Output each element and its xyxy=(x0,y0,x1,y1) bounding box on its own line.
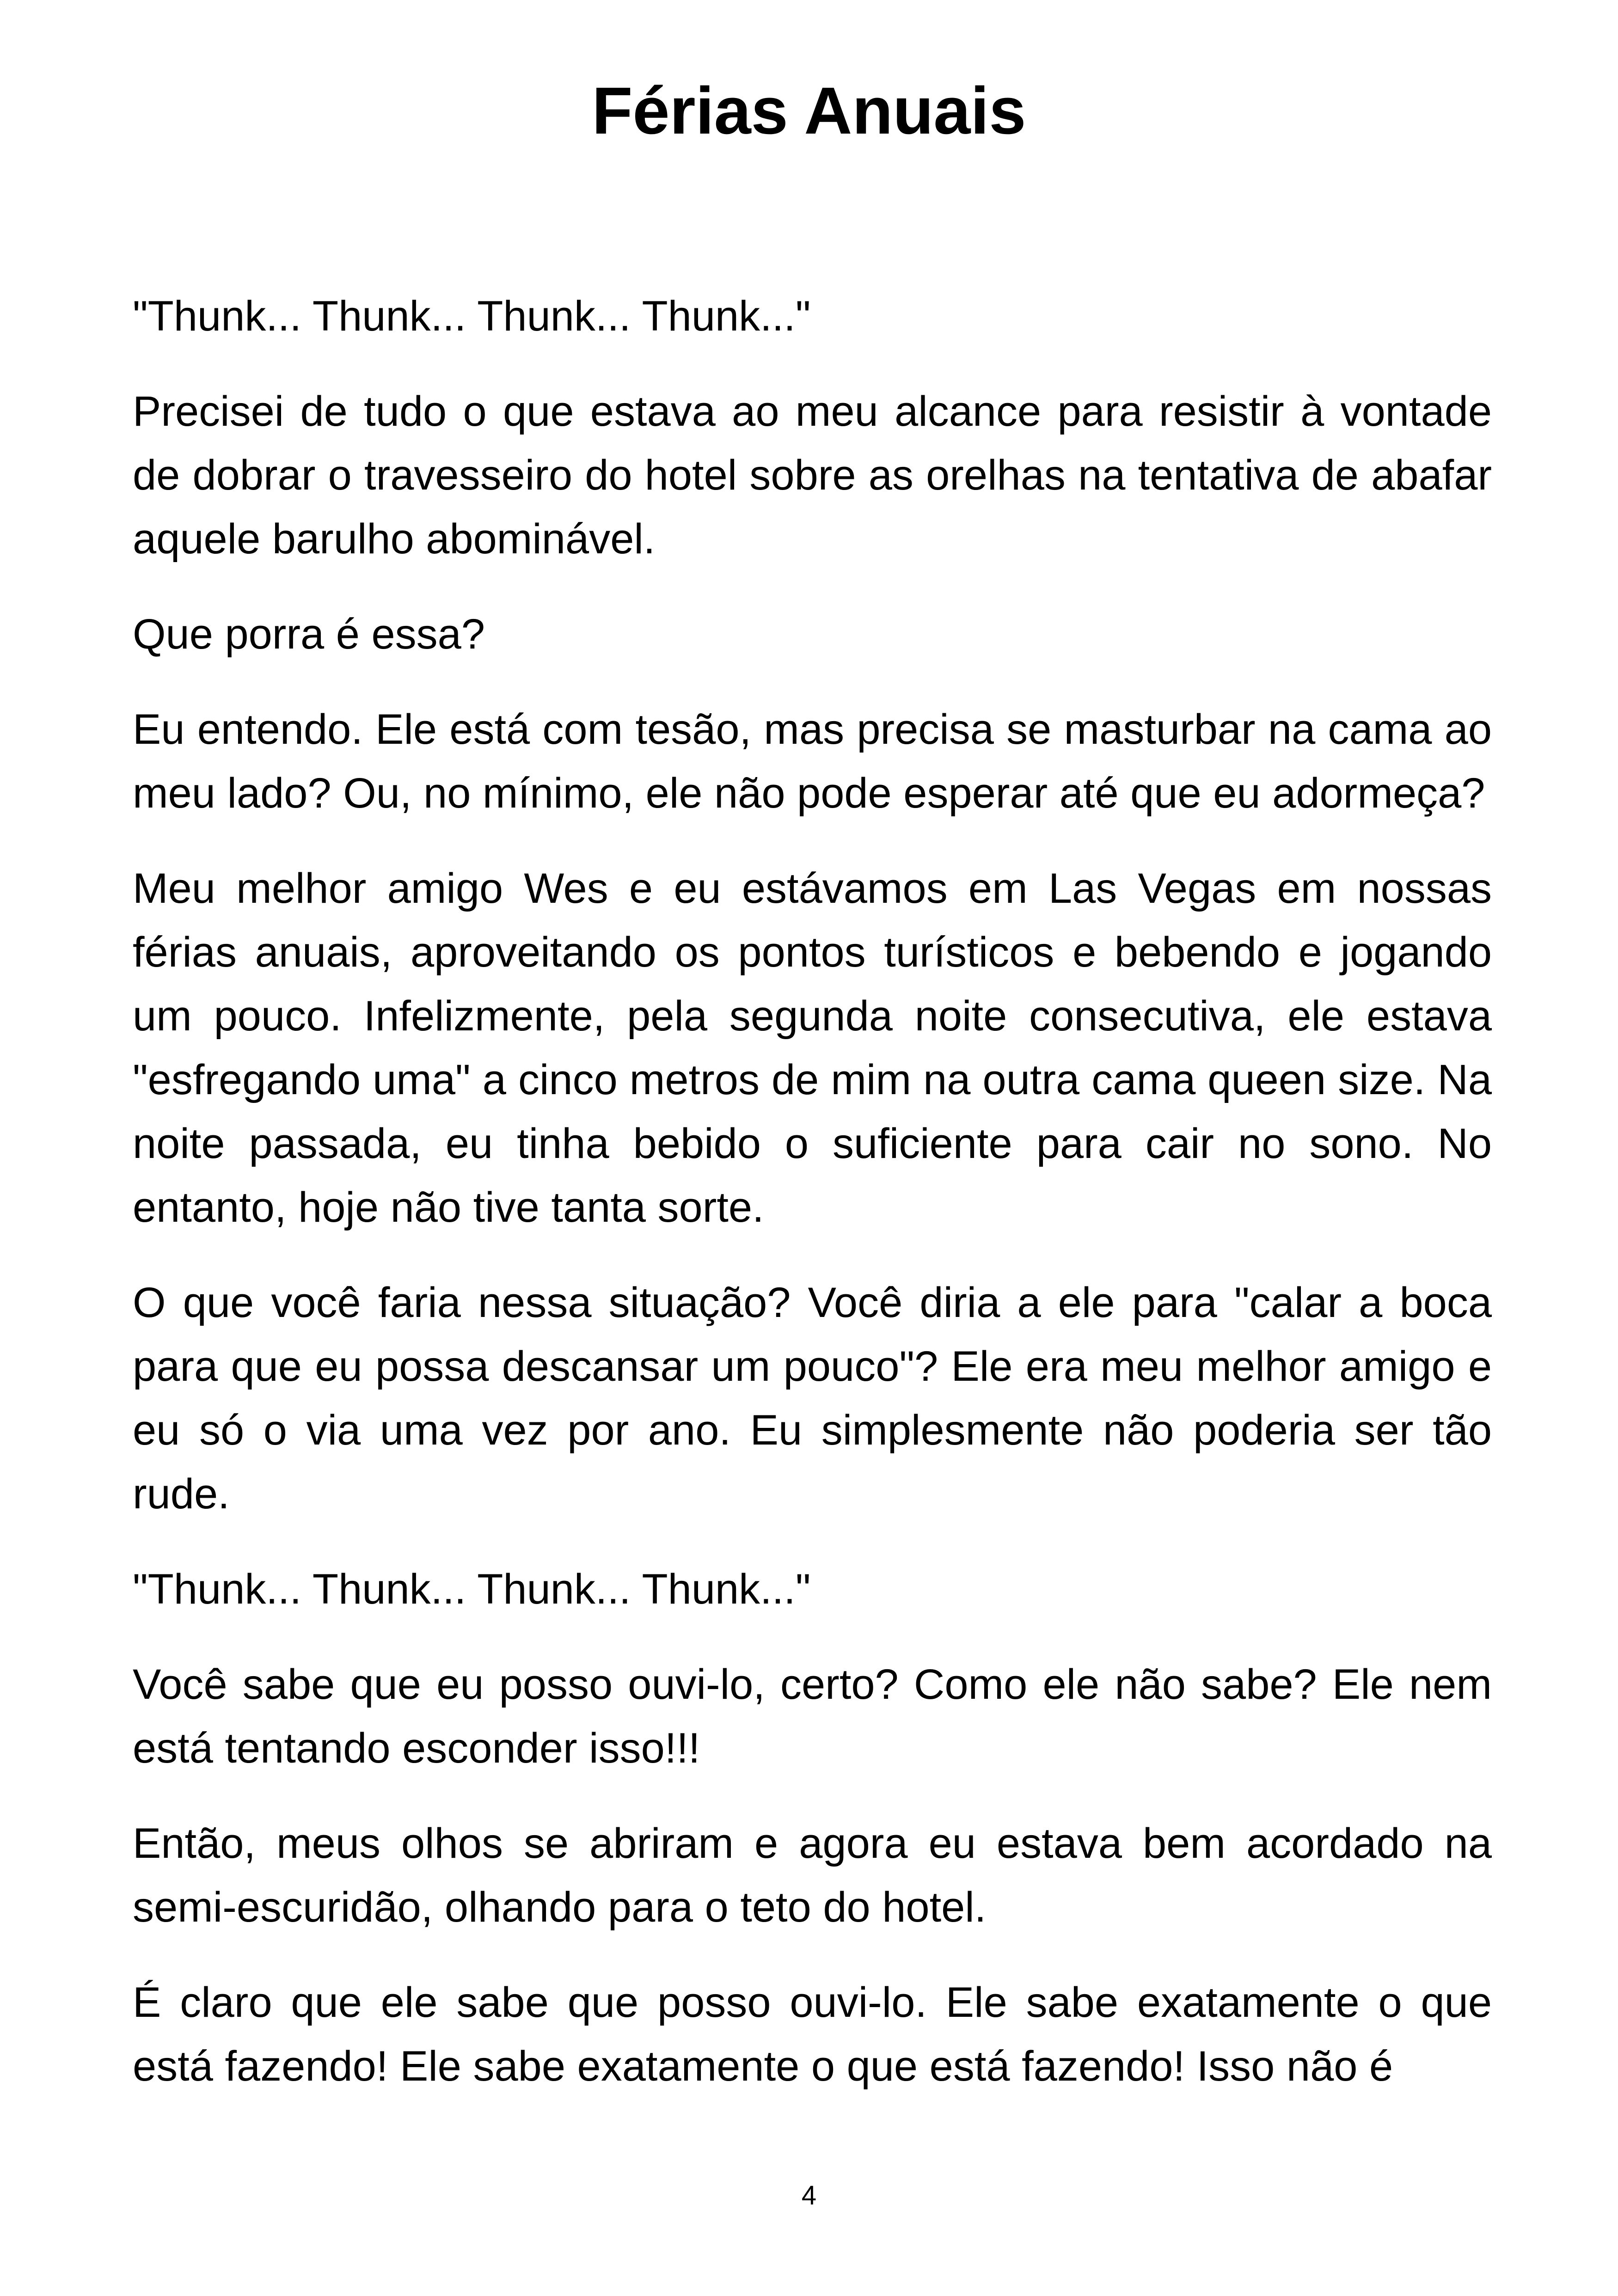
paragraph: É claro que ele sabe que posso ouvi-lo. Ele sabe exatamente o que está fazendo! Ele sabe exatamente o que está fazendo! Isso não é xyxy=(133,1979,1492,2090)
paragraph: "Thunk... Thunk... Thunk... Thunk..." xyxy=(133,293,811,340)
body-text xyxy=(133,284,1492,2130)
paragraph: O que você faria nessa situação? Você diria a ele para "calar a boca para que eu possa descansar um pouco"? Ele era meu melhor amigo e eu só o via uma vez por ano. Eu simplesmente não poderia ser tão rude. xyxy=(133,1279,1492,1518)
paragraph: Você sabe que eu posso ouvi-lo, certo? Como ele não sabe? Ele nem está tentando esconder isso!!! xyxy=(133,1661,1492,1772)
paragraph: Precisei de tudo o que estava ao meu alcance para resistir à vontade de dobrar o travesseiro do hotel sobre as orelhas na tentativa de abafar aquele barulho abominável. xyxy=(133,388,1492,563)
paragraph: Que porra é essa? xyxy=(133,611,485,658)
paragraph: Então, meus olhos se abriram e agora eu estava bem acordado na semi-escuridão, olhando para o teto do hotel. xyxy=(133,1820,1492,1931)
paragraph: "Thunk... Thunk... Thunk... Thunk..." xyxy=(133,1566,811,1613)
page-number: 4 xyxy=(801,2180,817,2210)
chapter-title: Férias Anuais xyxy=(592,73,1026,148)
paragraph: Eu entendo. Ele está com tesão, mas precisa se masturbar na cama ao meu lado? Ou, no mínimo, ele não pode esperar até que eu adormeça? xyxy=(133,706,1492,817)
paragraph: Meu melhor amigo Wes e eu estávamos em Las Vegas em nossas férias anuais, aproveitando os pontos turísticos e bebendo e jogando um pouco. Infelizmente, pela segunda noite consecutiva, ele estava "esfregando uma" a cinco metros de mim na outra cama queen size. Na noite passada, eu tinha bebido o suficiente para cair no sono. No entanto, hoje não tive tanta sorte. xyxy=(133,865,1492,1231)
